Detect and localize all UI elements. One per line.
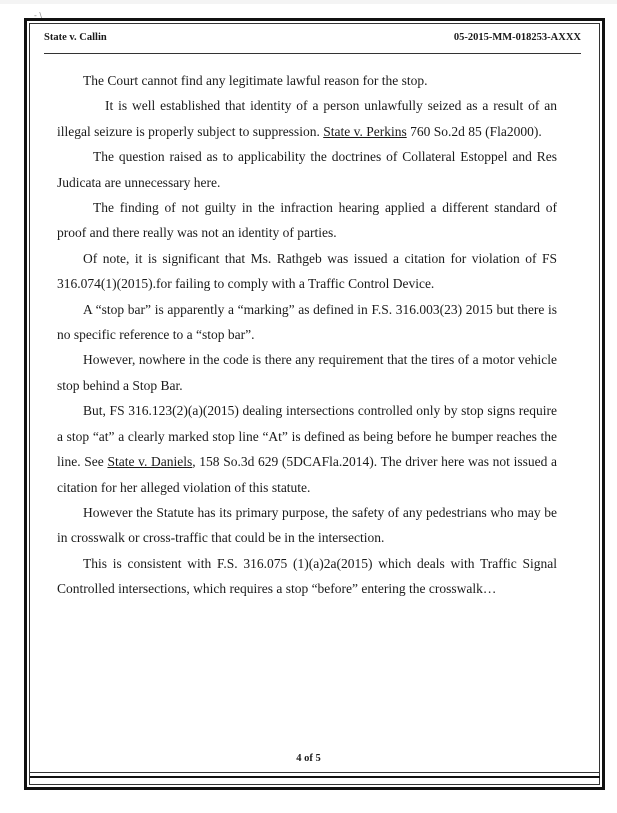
paragraph-8: But, FS 316.123(2)(a)(2015) dealing intersections controlled only by stop signs require a stop “at” a clearly marked stop line “At” is defined as being before he bumper reaches the line. See State v. Daniels, 158 So.3d 629 (5DCAFla.2014). The driver here was not issued a citation for her alleged violation of this statute. (57, 403, 557, 495)
page-header (44, 32, 581, 48)
scan-corner-mark: - \ (34, 11, 43, 20)
scan-edge (0, 0, 617, 4)
paragraph-1: The Court cannot find any legitimate lawful reason for the stop. (83, 73, 428, 88)
case-citation: State v. Daniels (107, 454, 193, 470)
paragraph-10: This is consistent with F.S. 316.075 (1)(a)2a(2015) which deals with Traffic Signal Controlled intersections, which requires a stop “before” entering the crosswalk… (57, 555, 557, 597)
case-number: 05-2015-MM-018253-AXXX (453, 32, 581, 43)
paragraph-2: It is well established that identity of a person unlawfully seized as a result of an illegal seizure is properly subject to suppression. State v. Perkins 760 So.2d 85 (Fla2000). (57, 98, 557, 139)
paragraph-3: The question raised as to applicability the doctrines of Collateral Estoppel and Res Judicata are unnecessary here. (57, 149, 557, 190)
paragraph-4: The finding of not guilty in the infraction hearing applied a different standard of proof and there really was not an identity of parties. (57, 200, 557, 241)
case-citation: State v. Perkins (323, 123, 407, 139)
footer-rule (30, 772, 600, 773)
page-number: 4 of 5 (296, 753, 321, 764)
paragraph-9: However the Statute has its primary purpose, the safety of any pedestrians who may be in crosswalk or cross-traffic that could be in the intersection. (57, 504, 557, 546)
paragraph-5: Of note, it is significant that Ms. Rathgeb was issued a citation for violation of FS 316.074(1)(2015).for failing to comply with a Traffic Control Device. (57, 250, 557, 292)
header-divider (44, 53, 581, 54)
paragraph-6: A “stop bar” is apparently a “marking” as defined in F.S. 316.003(23) 2015 but there is no specific reference to a “stop bar”. (57, 301, 557, 343)
document-body (57, 68, 557, 602)
case-name: State v. Callin (44, 32, 107, 43)
paragraph-7: However, nowhere in the code is there any requirement that the tires of a motor vehicle stop behind a Stop Bar. (57, 352, 557, 393)
footer-rule-thick (30, 776, 600, 778)
